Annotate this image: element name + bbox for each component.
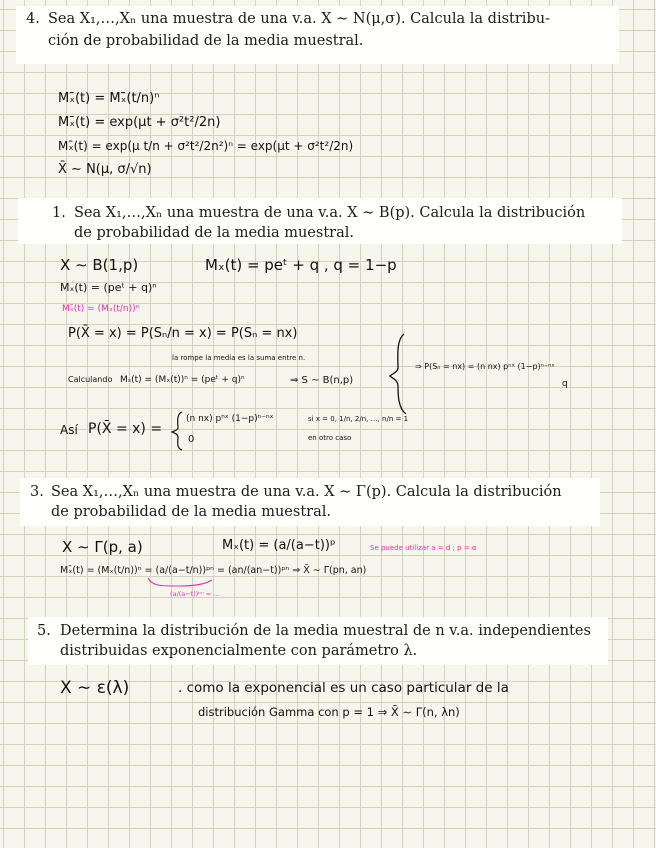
hw-p1-l1a: X ∼ B(1,p) bbox=[60, 256, 139, 274]
problem-text-line2: de probabilidad de la media muestral. bbox=[74, 225, 354, 241]
hw-p1-l6a: Calculando bbox=[68, 375, 113, 384]
problem-text: Sea X₁,…,Xₙ una muestra de una v.a. X ∼ B(p). Calcula la distribución bbox=[74, 205, 586, 221]
hw-p1-l2: Mₓ(t) = (peᵗ + q)ⁿ bbox=[60, 281, 157, 294]
problem-number: 1. bbox=[52, 205, 66, 221]
hw-p3-l2: Mₓ̄(t) = (Mₓ(t/n))ⁿ = (a/(a−t/n))ᵖⁿ = (an/(an−t))ᵖⁿ ⇒ X̄ ∼ Γ(pn, an) bbox=[60, 565, 367, 576]
hw-p1-r1: ⇒ P(Sₙ = nx) = (n nx) pⁿˣ (1−p)ⁿ⁻ⁿˣ bbox=[415, 362, 555, 371]
problem-text-line2: de probabilidad de la media muestral. bbox=[51, 504, 331, 520]
hw-p4-line1: Mₓ̄(t) = Mₓ̄(t/n)ⁿ bbox=[58, 91, 160, 106]
problem-number: 3. bbox=[30, 484, 44, 500]
cases-brace-mark bbox=[172, 412, 182, 450]
hw-p4-line3: Mₓ̄(t) = exp(μ t/n + σ²t²/2n²)ⁿ = exp(μt + σ²t²/2n) bbox=[58, 139, 354, 153]
problem-text: Sea X₁,…,Xₙ una muestra de una v.a. X ∼ Γ(p). Calcula la distribución bbox=[51, 484, 562, 500]
hw-p1-r2: q bbox=[562, 379, 568, 389]
problem-text-line2: distribuidas exponencialmente con parámetro λ. bbox=[60, 643, 418, 659]
hw-p1-case2: 0 bbox=[188, 434, 195, 445]
problem-text: Sea X₁,…,Xₙ una muestra de una v.a. X ∼ N(μ,σ). Calcula la distribu- bbox=[48, 11, 550, 27]
hw-p1-l3: Mₓ̄(t) = (Mₓ(t/n))ⁿ bbox=[62, 304, 140, 314]
problem-text: Determina la distribución de la media muestral de n v.a. independientes bbox=[60, 623, 591, 639]
hw-p1-case1-cond: si x = 0, 1/n, 2/n, …, n/n = 1 bbox=[308, 415, 409, 423]
hw-p1-l1b: Mₓ(t) = peᵗ + q , q = 1−p bbox=[205, 256, 397, 274]
pink-underbrace-mark bbox=[148, 578, 212, 586]
hw-p4-line2: Mₓ̄(t) = exp(μt + σ²t²/2n) bbox=[58, 115, 221, 130]
brace-mark bbox=[390, 334, 406, 414]
hw-p1-case2-cond: en otro caso bbox=[308, 434, 352, 442]
hw-p5-l1b: . como la exponencial es un caso particular de la bbox=[178, 680, 509, 696]
hw-p3-sub: (a/(a−t))ᵖⁿ = ... bbox=[170, 590, 220, 598]
hw-p5-l1a: X ∼ ε(λ) bbox=[60, 678, 130, 698]
hw-p3-l1a: X ∼ Γ(p, a) bbox=[62, 538, 143, 556]
problem-number: 5. bbox=[37, 623, 51, 639]
hw-p1-px: P(X̄ = x) = bbox=[88, 421, 163, 437]
hw-p1-l4: P(X̄ = x) = P(Sₙ/n = x) = P(Sₙ = nx) bbox=[68, 326, 298, 341]
hw-p1-l6b: Mₛ(t) = (Mₓ(t))ⁿ = (peᵗ + q)ⁿ bbox=[120, 375, 245, 385]
problem-text-line2: ción de probabilidad de la media muestral. bbox=[48, 33, 364, 49]
hw-p4-line4: X̄ ∼ N(μ, σ/√n) bbox=[58, 162, 152, 177]
hw-p1-asi: Así bbox=[60, 423, 78, 437]
hw-p5-l2: distribución Gamma con p = 1 ⇒ X̄ ∼ Γ(n, λn) bbox=[198, 705, 460, 719]
hw-p1-l5: la rompe la media es la suma entre n. bbox=[172, 354, 306, 362]
hw-p1-l6c: ⇒ S ∼ B(n,p) bbox=[290, 375, 354, 386]
hw-p1-case1: (n nx) pⁿˣ (1−p)ⁿ⁻ⁿˣ bbox=[186, 414, 274, 424]
hw-p3-note: Se puede utilizar a = d ; p = α bbox=[370, 544, 477, 552]
problem-number: 4. bbox=[26, 11, 40, 27]
hw-p3-l1b: Mₓ(t) = (a/(a−t))ᵖ bbox=[222, 538, 336, 553]
